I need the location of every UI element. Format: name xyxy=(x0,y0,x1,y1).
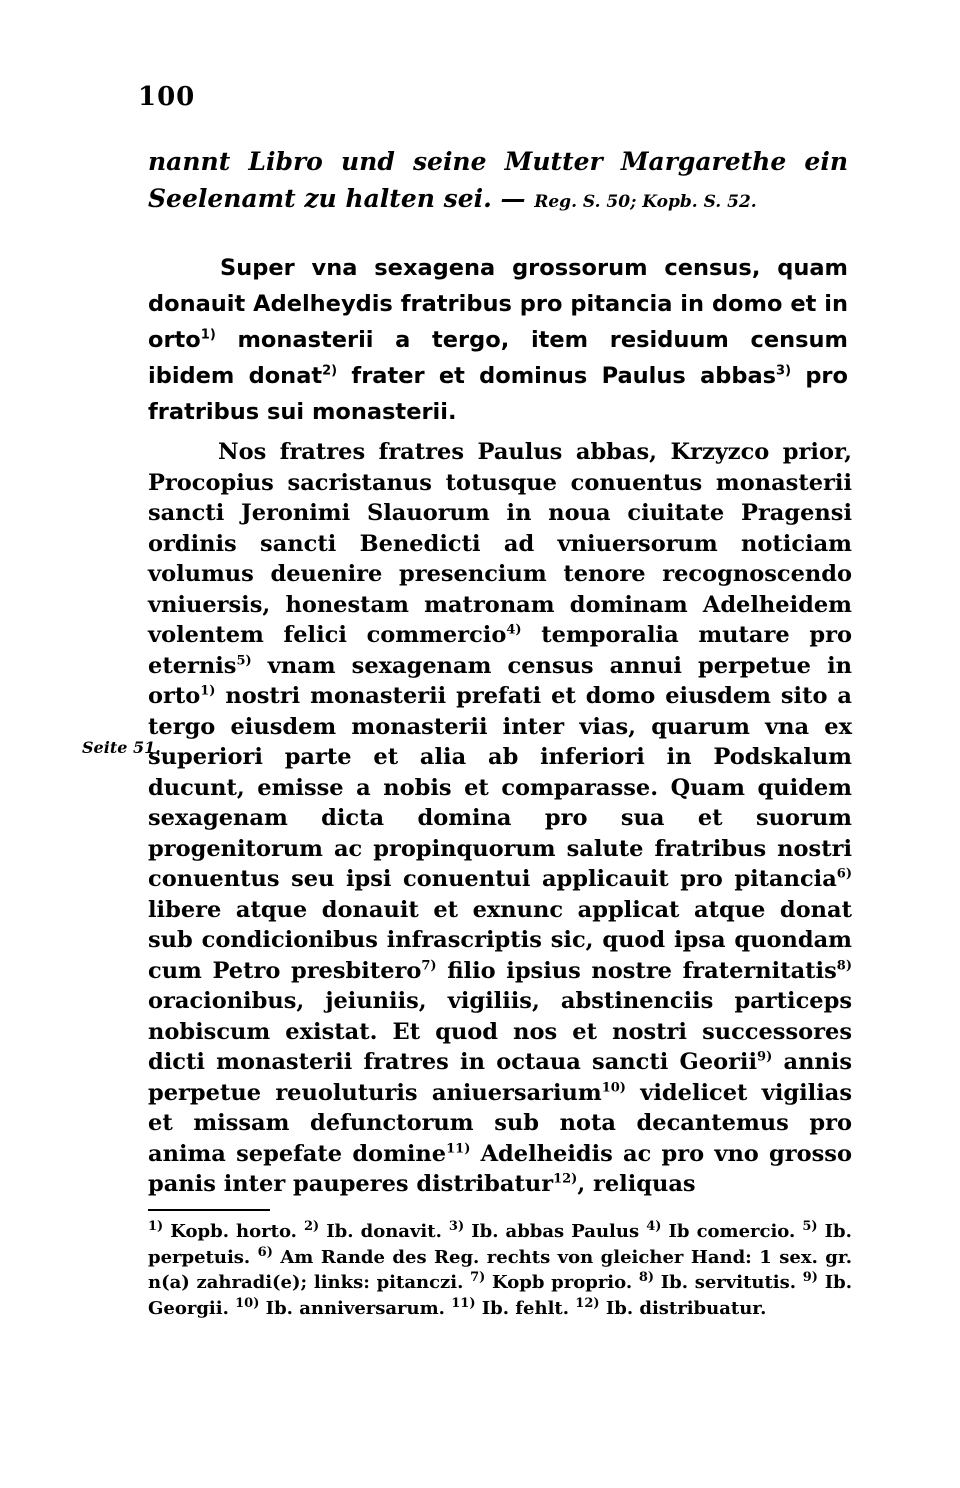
footnote-8: $^{8)}$ Ib. servitutis. xyxy=(638,1270,797,1293)
footnote-ref-1b: 1) xyxy=(200,683,216,699)
heading-part-1: Super vna sexagena grossorum census, quam donauit Adelheydis fratribus pro pitancia in domo et in orto xyxy=(148,255,848,353)
footnote-ref-11: 11) xyxy=(446,1141,471,1156)
footnote-9: $^{9)}$ Ib. Georgii. xyxy=(148,1270,852,1319)
text-segment: Adelheidis ac pro vno grosso panis inter pauperes distribatur xyxy=(148,1140,852,1197)
text-segment: nostri monasterii prefati et domo eiusdem sito a tergo eiusdem monasterii inter vias, quarum vna ex superiori parte et alia ab inferiori in Podskalum ducunt, emisse a nobis et comparasse. Quam quidem sexagenam dicta domina pro sua et suorum progenitorum ac propinquorum salute fratribus nostri conuentus seu ipsi conuentui applicauit pro pitancia xyxy=(148,683,852,892)
intro-reference: Reg. S. 50; Kopb. S. 52. xyxy=(534,192,757,212)
footnote-2: $^{2)}$ Ib. donavit. xyxy=(303,1219,442,1242)
footnote-5: $^{5)}$ Ib. perpetuis. xyxy=(148,1219,852,1268)
footnote-6: $^{6)}$ Am Rande des Reg. rechts von gleicher Hand: 1 sex. gr. n(a) zahradi(e); links: pitanczi. xyxy=(148,1244,852,1293)
heading-part-3: frater et dominus Paulus abbas xyxy=(351,363,777,389)
footnote-ref-8: 8) xyxy=(836,958,852,973)
intro-paragraph xyxy=(148,143,848,221)
footnotes xyxy=(148,1219,852,1321)
margin-page-note: Seite 51. xyxy=(82,738,161,757)
footnote-ref-9: 9) xyxy=(757,1049,773,1065)
footnote-ref-4: 4) xyxy=(506,622,522,638)
footnote-ref-12: 12) xyxy=(553,1171,578,1187)
footnote-4: $^{4)}$ Ib comercio. xyxy=(646,1219,796,1242)
footnote-11: $^{11)}$ Ib. fehlt. xyxy=(451,1295,570,1319)
page-number: 100 xyxy=(138,82,196,112)
text-segment: annis perpetue reuoluturis aniuersarium xyxy=(148,1049,852,1106)
text-segment: videlicet vigilias et missam defunctorum sub nota decantemus pro anima sepefate domine xyxy=(148,1079,852,1167)
intro-text: nannt Libro und seine Mutter Margarethe ein Seelenamt zu halten sei. — xyxy=(148,147,848,213)
text-segment: libere atque donauit et exnunc applicat atque donat sub condicionibus infrascriptis sic, quod ipsa quondam cum Petro presbitero xyxy=(148,896,852,984)
text-segment: vnam sexagenam census annui perpetue in orto xyxy=(148,652,852,709)
footnote-divider xyxy=(148,1209,270,1211)
footnote-ref-10: 10) xyxy=(601,1080,626,1095)
footnote-ref-2: 2) xyxy=(322,363,338,379)
text-segment: temporalia mutare pro eternis xyxy=(148,622,852,679)
text-segment: oracionibus, jeiuniis, vigiliis, abstinenciis particeps nobiscum existat. Et quod nos et nostri successores dicti monasterii fratres in octaua sancti Georii xyxy=(148,988,852,1075)
footnote-ref-6: 6) xyxy=(836,866,852,882)
text-segment: , reliquas xyxy=(577,1171,696,1197)
footnote-ref-1: 1) xyxy=(200,327,216,343)
footnote-10: $^{10)}$ Ib. anniversarum. xyxy=(235,1295,445,1319)
footnote-ref-5: 5) xyxy=(236,653,252,668)
footnote-3: $^{3)}$ Ib. abbas Paulus xyxy=(448,1219,640,1242)
footnote-1: $^{1)}$ Kopb. horto. xyxy=(148,1219,297,1242)
footnote-ref-3: 3) xyxy=(776,363,792,379)
heading-part-4: pro fratribus sui monasterii. xyxy=(148,363,848,425)
footnote-ref-7: 7) xyxy=(421,958,437,973)
footnote-12: $^{12)}$ Ib. distribuatur. xyxy=(575,1295,767,1319)
text-segment: Nos fratres fratres Paulus abbas, Krzyzco prior, Procopius sacristanus totusque conuentus monasterii sancti Jeronimi Slauorum in noua ciuitate Pragensi ordinis sancti Benedicti ad vniuersorum noticiam volumus deuenire presencium tenore recognoscendo vniuersis, honestam matronam dominam Adelheidem volentem felici commercio xyxy=(148,439,852,648)
text-segment: filio ipsius nostre fraternitatis xyxy=(447,957,837,984)
document-heading xyxy=(148,250,848,430)
charter-text xyxy=(148,437,852,1200)
footnote-7: $^{7)}$ Kopb proprio. xyxy=(470,1270,633,1293)
heading-part-2: monasterii a tergo, item residuum censum ibidem donat xyxy=(148,327,848,389)
